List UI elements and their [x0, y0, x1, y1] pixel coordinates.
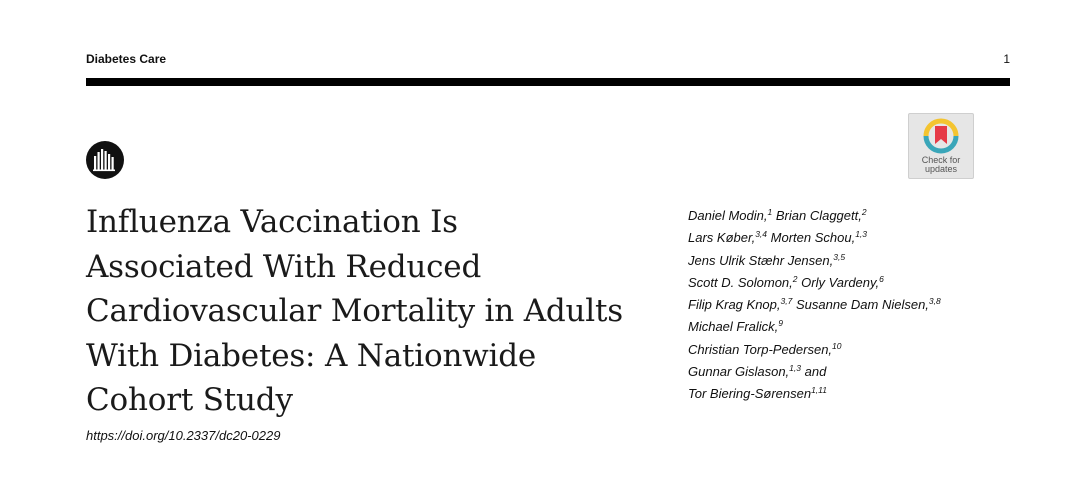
affiliation-sup: 3,7 — [780, 296, 793, 307]
author-name: Brian Claggett, — [775, 208, 862, 223]
affiliation-sup: 3,5 — [833, 251, 846, 262]
author-line — [688, 316, 941, 338]
author-name: Jens Ulrik Stæhr Jensen, — [688, 252, 834, 268]
check-for-updates-label: Check for updates — [921, 155, 961, 174]
affiliation-sup: 6 — [879, 273, 884, 284]
author-line — [688, 361, 941, 383]
affiliation-sup: 1,3 — [789, 363, 801, 374]
author-line — [688, 250, 941, 272]
header-rule — [86, 78, 1010, 86]
ada-journal-logo-icon — [86, 141, 124, 179]
author-name: Susanne Dam Nielsen, — [795, 297, 929, 313]
author-conjunction: and — [804, 364, 827, 380]
author-name: Christian Torp-Pedersen, — [688, 341, 833, 357]
affiliation-sup: 2 — [861, 207, 867, 217]
article-title — [86, 200, 666, 423]
author-name: Lars Køber, — [688, 230, 756, 246]
affiliation-sup: 9 — [778, 318, 784, 329]
affiliation-sup: 10 — [832, 340, 842, 351]
affiliation-sup: 1 — [767, 207, 773, 217]
affiliation-sup: 2 — [792, 273, 798, 284]
title-line: Influenza Vaccination Is — [86, 204, 458, 240]
journal-name: Diabetes Care — [86, 52, 167, 66]
doi-link[interactable]: https://doi.org/10.2337/dc20-0229 — [86, 428, 281, 443]
affiliation-sup: 3,4 — [755, 229, 768, 240]
author-name: Filip Krag Knop, — [688, 297, 781, 313]
author-line — [688, 294, 941, 316]
author-name: Orly Vardeny, — [801, 274, 880, 290]
crossmark-icon — [923, 118, 959, 154]
affiliation-sup: 3,8 — [928, 296, 941, 307]
author-line — [688, 272, 941, 294]
check-for-updates-badge[interactable] — [908, 113, 974, 179]
author-name: Morten Schou, — [770, 230, 856, 246]
author-name: Daniel Modin, — [688, 208, 768, 223]
title-line: With Diabetes: A Nationwide — [86, 337, 537, 374]
affiliation-sup: 1,3 — [855, 229, 868, 240]
title-line: Cohort Study — [86, 382, 293, 418]
page-number: 1 — [1003, 52, 1010, 66]
author-line — [688, 227, 941, 249]
author-name: Gunnar Gislason, — [688, 364, 790, 380]
title-line: Cardiovascular Mortality in Adults — [86, 293, 623, 329]
author-line — [688, 205, 941, 227]
author-line — [688, 339, 941, 361]
title-line: Associated With Reduced — [86, 248, 482, 285]
author-list — [688, 205, 941, 406]
author-name: Michael Fralick, — [688, 319, 779, 335]
author-name: Scott D. Solomon, — [688, 274, 793, 290]
author-line — [688, 383, 941, 405]
author-name: Tor Biering-Sørensen — [688, 386, 812, 402]
affiliation-sup: 1,11 — [811, 385, 827, 396]
